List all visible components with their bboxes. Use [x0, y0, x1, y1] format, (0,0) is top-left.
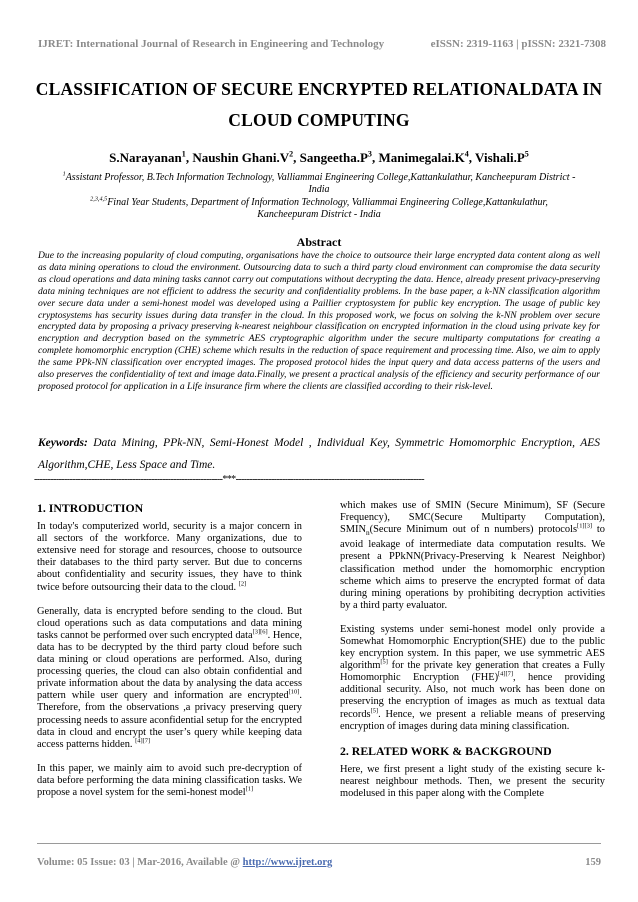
- right-column: [340, 500, 605, 812]
- paper-title: [30, 74, 608, 136]
- footer-rule: [37, 843, 601, 844]
- affiliation-mark: 2,3,4,5: [90, 195, 108, 203]
- paragraph: In today's computerized world, security is a major concern in all sectors of the workforce. Many organizations, due to extensive need for storage and resources, choose to outsource their databases to the third party server. But due to concerns about confidentiality and security issues, they have to think twice before outsourcing their data to the cloud. [2]: [37, 521, 302, 593]
- section-separator: ---------------------------------------------------------------------***---------------------------------------------------------------------: [34, 474, 424, 485]
- affiliation-mark: 1: [62, 170, 66, 178]
- title-line-1: CLASSIFICATION OF SECURE ENCRYPTED RELATIONALDATA IN: [35, 79, 603, 99]
- left-column: [37, 500, 302, 811]
- paragraph: which makes use of SMIN (Secure Minimum), SF (Secure Frequency), SMC(Secure Multiparty Computation), $SMIN_n(Secure$ Minimum out of n numbers) protocols[1][3] to avoid leakage of intermediate data computation results. We present a PPkNN(Privacy-Preserving k Nearest Neighbor) classification method under the homomorphic encryption scheme which aims to preserve the encrypted format of data during mining operations by prohibiting decryption activities by a third party evaluator.: [340, 500, 605, 611]
- section-heading-introduction: 1. INTRODUCTION: [37, 501, 144, 515]
- keywords: [38, 432, 600, 476]
- affiliation-line: India: [308, 184, 330, 196]
- footer-volume: Volume: 05 Issue: 03 | Mar-2016, Available @ http://www.ijret.org: [37, 857, 333, 868]
- citation: [5]: [380, 658, 388, 666]
- abstract-heading: Abstract: [296, 235, 342, 249]
- affiliation-line: Final Year Students, Department of Information Technology, Valliammai Engineering College,Kattankulathur,: [107, 197, 548, 208]
- citation: [2]: [238, 580, 247, 588]
- journal-name: IJRET: International Journal of Research in Engineering and Technology: [38, 38, 385, 50]
- journal-link[interactable]: http://www.ijret.org: [242, 857, 333, 868]
- journal-header: [38, 38, 606, 50]
- citation: [3][6]: [252, 628, 268, 636]
- author: S.Narayanan$^1$,: [109, 149, 193, 165]
- author: Naushin $Ghani.V^2$,: [192, 149, 300, 165]
- citation: [1][3]: [577, 522, 593, 530]
- citation: [1]: [245, 785, 254, 793]
- page-number: 159: [585, 857, 601, 868]
- citation: [10]: [288, 688, 300, 696]
- citation: [4][7]: [135, 737, 151, 745]
- citation: [5]: [370, 707, 379, 715]
- page-footer: [37, 857, 601, 868]
- section-heading-related-work: 2. RELATED WORK & BACKGROUND: [340, 743, 552, 758]
- paragraph: Generally, data is encrypted before sending to the cloud. But cloud operations such as data computations and data mining tasks cannot be performed over such encrypted data[3][6]. Hence, data has to be decrypted by the third party cloud before such data mining or cloud operations are performed. Also, during processing queries, the cloud can also obtain confidential and private information about the data by analysing the data access pattern while user query and information are encrypted[10]. Therefore, from the observations ,a privacy preserving query processing needs to assure aconfidential setup for the encrypted data in cloud and encrypt the user’s query while keeping data access patterns hidden. [4][7]: [37, 605, 302, 750]
- affiliation-2: [30, 197, 608, 222]
- affiliation-line: Assistant Professor, B.Tech Information Technology, Valliammai Engineering College,Kattankulathur, Kancheepuram District -: [65, 172, 576, 183]
- citation: [4][7]: [498, 670, 514, 678]
- author: $Sangeetha.P^3$,: [299, 149, 379, 165]
- abstract-body: Due to the increasing popularity of cloud computing, organisations have the choice to outsource their large encrypted data content along as well as data mining operations to cloud the environment. Outsourcing data to such a third party cloud environment can compromise the data security as cloud operations and data mining tasks cannot carry out computations without decrypting the data. Hence, already present privacy-preserving data mining techniques are not efficient to address the security and confidentiality problems. In the base paper, a k-NN classification algorithm over secure data under a semi-honest model was developed using a Paillier cryptosystem for public key encryption. The usage of public key cryptosystems has security issues during data transfer in the cloud. In this proposed work, we focus on solving the k-NN problem over secure encrypted data by proposing a privacy preserving k-nearest neighbour classification on encrypted information in the cloud using private key for encryption and decryption based on the symmetric AES cryptographic algorithm under the secure multiparty computations for creating a complete homomorphic encryption (CHE) scheme which results in the reduction of space requirement and processing time. Also, we aim to apply the same PPk-NN classification over encrypted images. The proposed protocol hides the input query and data access patterns of the users and also preserves the confidentiality of text and image data.Finally, we present a practical analysis of the efficiency and security performance of our proposed protocol for application in a Life insurance firm where the clients are classified according to their risk-level.: [38, 250, 600, 392]
- author-list: [20, 150, 618, 166]
- title-line-2: CLOUD COMPUTING: [228, 110, 410, 130]
- keywords-text: Data Mining, PPk-NN, Semi-Honest Model , Individual Key, Symmetric Homomorphic Encryption, AES Algorithm,CHE, Less Space and Time.: [38, 437, 600, 471]
- issn-text: eISSN: 2319-1163 | pISSN: 2321-7308: [430, 38, 606, 50]
- paragraph: Existing systems under semi-honest model only provide a Somewhat Homomorphic Encryption(SHE) due to the public key encryption system. In this paper, we use symmetric AES algorithm[5] for the private key generation that creates a Fully Homomorphic Encryption (FHE)[4][7], hence providing additional security. Also, not much work has been done on preserving the encryption of images as much as textual data records[5]. Hence, we present a reliable means of preserving encryption of images during data mining classification.: [340, 623, 605, 732]
- paragraph: In this paper, we mainly aim to avoid such pre-decryption of data before performing the data mining classification tasks. We propose a novel system for the semi-honest model[1]: [37, 762, 302, 798]
- affiliation-1: [30, 172, 608, 197]
- keywords-label: Keywords:: [38, 437, 88, 449]
- author: $Manimegalai.K^4$,: [378, 149, 476, 165]
- author: $Vishali.P^5$: [475, 149, 529, 165]
- paragraph: Here, we first present a light study of the existing secure k-nearest neighbour methods. Then, we present the security modelused in this paper along with the Complete: [340, 763, 605, 800]
- affiliation-line: Kancheepuram District - India: [257, 209, 381, 221]
